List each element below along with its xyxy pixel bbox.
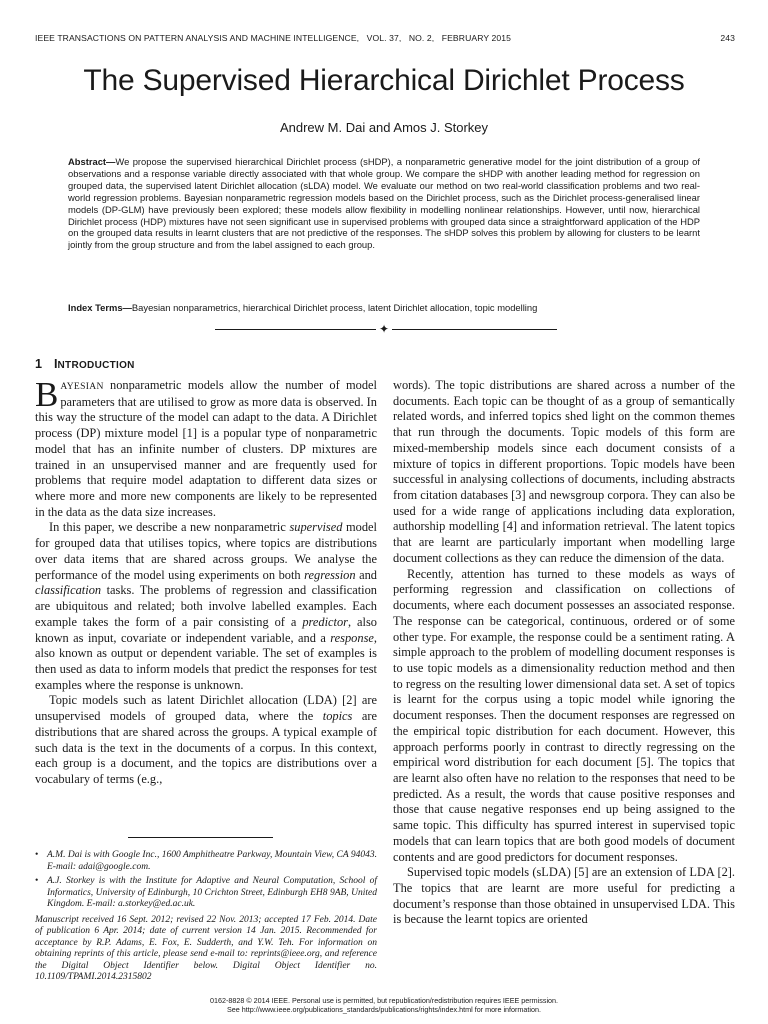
diamond-ornament-icon: ✦ [376,322,392,336]
intro-paragraph-4: words). The topic distributions are shared across a number of the documents. Each topic can be thought of as a group of semantically related words, and inferred topics shed light on the common themes that run through the documents. Topic models of this form are mixed-membership models since each document consists of a mixture of topics in different proportions. Topic models have been successful in analysing collections of documents, including abstracts from citation databases [3] and newsgroup corpora. They can also be used for a wide range of applications including data exploration, authorship modelling [4] and information retrieval. The latent topics that are learnt are particularly important when modelling large document collections as they can reduce the dimension of the data. [393,378,735,565]
copyright-notice [0,996,768,1014]
abstract-label: Abstract— [68,156,116,167]
intro-paragraph-1 [35,375,377,520]
paragraph-text: , also known as output or dependent variable. The set of examples is then used as data to inform models that predict the responses for test examples where the response is unknown. [35,630,377,692]
index-terms-text: Bayesian nonparametrics, hierarchical Dirichlet process, latent Dirichlet allocation, topic modelling [131,302,538,313]
intro-paragraph-6: Supervised topic models (sLDA) [5] are an extension of LDA [2]. The topics that are learnt are more useful for predicting a document’s response than those obtained in unsupervised LDA. This is because the learnt topics are oriented [393,865,735,927]
index-terms-label: Index Terms— [68,302,132,313]
index-terms [68,302,700,314]
footnote-text: A.J. Storkey is with the Institute for Adaptive and Neural Computation, School of Informatics, University of Edinburgh, 10 Crichton Street, Edinburgh EH8 9AB, United Kingdom. E-mail: a.storkey@ed.ac.uk. [47,876,377,909]
emphasis-text: supervised [289,520,343,535]
emphasis-text: topics [322,709,353,724]
journal-number: NO. 2, [408,33,435,43]
rights-url-line: See http://www.ieee.org/publications_standards/publications/rights/index.html for more information. [226,1005,542,1014]
author-footnote [35,850,377,873]
bullet-icon: • [35,850,39,860]
abstract-text: We propose the supervised hierarchical Dirichlet process (sHDP), a nonparametric generative model for the joint distribution of a group of observations and a response variable directly associated with that whole group. We compare the sHDP with another leading method for regression on grouped data, the supervised latent Dirichlet allocation (sLDA) model. We evaluate our method on two real-world classification problems and two real-world regression problems. Bayesian nonparametric regression models based on the Dirichlet process, such as the Dirichlet process-generalised linear models (DP-GLM) have previously been explored; these models allow flexibility in modelling nonlinear relationships. However, until now, hierarchical Dirichlet process (HDP) mixtures have not seen significant use in supervised problems with grouped data since a straightforward application of the HDP on the grouped data results in learnt clusters that are not predictive of the responses. The sHDP solves this problem by allowing for clusters to be learnt jointly from the group structure and from the label assigned to each group. [68,156,700,251]
left-column [35,375,377,788]
copyright-line: 0162-8828 © 2014 IEEE. Personal use is permitted, but republication/redistribution requires IEEE permission. [209,996,559,1005]
section-title-rest: NTRODUCTION [57,360,135,371]
intro-paragraph-3 [35,693,377,787]
paragraph-text: Topic models such as latent Dirichlet allocation (LDA) [2] are unsupervised models of grouped data, where the [35,693,377,724]
emphasis-text: classification [35,583,102,598]
paper-authors: Andrew M. Dai and Amos J. Storkey [279,120,489,135]
abstract [68,156,700,251]
paper-title: The Supervised Hierarchical Dirichlet Process [83,64,685,97]
section-heading [35,357,135,371]
journal-info [35,33,511,43]
emphasis-text: regression [304,567,356,582]
paragraph-text: and [355,567,377,582]
paragraph-text: model for grouped data that utilises topics, where topics are distributions over data items that are shared across groups. We analyse the performance of the model using experiments on both [35,520,377,582]
right-column [393,378,735,928]
intro-paragraph-5: Recently, attention has turned to these models as ways of performing regression and classification on collections of documents, where each document possesses an associated response. The response can be categorical, continuous, ordered or of some other type. For example, the response could be a sentiment rating. A simple approach to the problem of modelling document responses is to use topic models as a dimensionality reduction method and then to regress on the resulting lower dimensional data set. A set of topics is learnt for the corpus using a topic model while ignoring the document responses. Then the document responses are regressed on the empirical topic distribution for each document. However, this approach performs poorly in contrast to directly regressing on the empirical word distribution for each document [5]. The topics that are learnt also often have no relation to the responses that need to be predicted. As a result, the words that cause positive responses and those that cause negative responses end up being assigned to the same topic. This difficulty has spurred interest in supervised topic models that can learn topics that are both good models of document contents and are good predictors for document responses. [393,566,735,864]
drop-cap: B [35,375,59,414]
bullet-icon: • [35,876,39,886]
journal-volume: VOL. 37, [366,33,402,43]
footnotes [35,850,377,993]
section-number: 1 [35,357,43,371]
author-footnote [35,876,377,911]
footnote-rule [128,837,273,838]
journal-date: FEBRUARY 2015 [441,33,512,43]
paragraph-text: tasks. The problems of regression and classification are ubiquitous and related; both involve labelled examples. Each example takes the form of a pair consisting of a [35,583,377,629]
intro-paragraph-2 [35,520,377,693]
emphasis-text: predictor [302,614,348,629]
emphasis-text: response [330,630,374,645]
section-title-initial: I [54,357,58,371]
paragraph-text: , also known as input, covariate or independent variable, and a [35,614,377,645]
paragraph-text: are distributions that are shared across the groups. A typical example of such data is the text in the documents of a corpus. In this context, each group is a document, and the topics are distributions over a vocabulary of terms (e.g., [35,709,377,786]
paragraph-text: nonparametric models allow the number of model parameters that are utilised to grow as more data is observed. In this way the structure of the model can adapt to the data. A Dirichlet process (DP) mixture model [1] is a popular type of nonparametric model that has an infinite number of clusters. DP mixtures are trained in an unsupervised manner and are frequently used for problems that require model adaptation to different data sizes or where more and more new components are likely to be represented in the data as the data size increases. [35,378,377,519]
page-number: 243 [720,33,735,43]
paragraph-text: In this paper, we describe a new nonparametric [49,520,290,535]
journal-name: IEEE TRANSACTIONS ON PATTERN ANALYSIS AND MACHINE INTELLIGENCE, [35,33,360,43]
footnote-text: A.M. Dai is with Google Inc., 1600 Amphitheatre Parkway, Mountain View, CA 94043. E-mail: adai@google.com. [47,850,377,872]
manuscript-history: Manuscript received 16 Sept. 2012; revised 22 Nov. 2013; accepted 17 Feb. 2014. Date of publication 6 Apr. 2014; date of current version 14 Jan. 2015. Recommended for acceptance by R.P. Adams, E. Fox, E. Sudderth, and Y.W. Teh. For information on obtaining reprints of this article, please send e-mail to: reprints@ieee.org, and reference the Digital Object Identifier below. Digital Object Identifier no. 10.1109/TPAMI.2014.2315802 [35,914,377,982]
small-caps-word: AYESIAN [60,381,104,392]
